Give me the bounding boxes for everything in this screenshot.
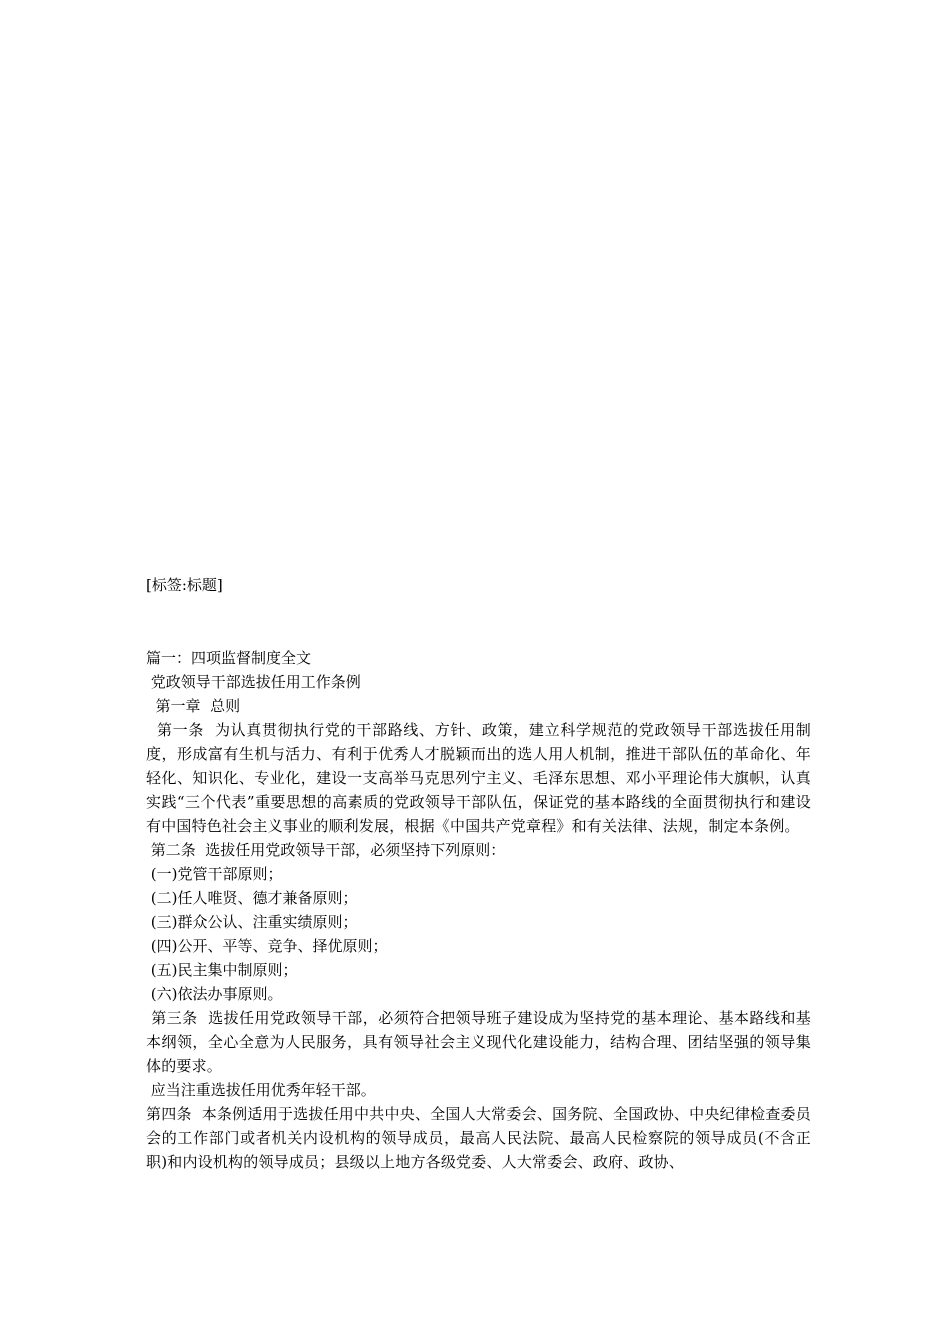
principle-6: (六)依法办事原则。 xyxy=(146,985,283,1003)
document-body xyxy=(146,646,811,1174)
article-3: 第三条 选拔任用党政领导干部，必须符合把领导班子建设成为坚持党的基本理论、基本路线和基本纲领，全心全意为人民服务，具有领导社会主义现代化建设能力，结构合理、团结坚强的领导集体的要求。 xyxy=(146,1009,811,1075)
tag-label: [标签:标题] xyxy=(146,576,223,594)
section-heading: 篇一：四项监督制度全文 xyxy=(146,649,312,667)
principle-1: (一)党管干部原则； xyxy=(146,865,283,883)
principle-5: (五)民主集中制原则； xyxy=(146,961,298,979)
document-title: 党政领导干部选拔任用工作条例 xyxy=(146,673,361,691)
article-4: 第四条 本条例适用于选拔任用中共中央、全国人大常委会、国务院、全国政协、中央纪律检查委员会的工作部门或者机关内设机构的领导成员，最高人民法院、最高人民检察院的领导成员(不含正职)和内设机构的领导成员；县级以上地方各级党委、人大常委会、政府、政协、 xyxy=(146,1105,811,1171)
article-1: 第一条 为认真贯彻执行党的干部路线、方针、政策，建立科学规范的党政领导干部选拔任用制度，形成富有生机与活力、有利于优秀人才脱颖而出的选人用人机制，推进干部队伍的革命化、年轻化、知识化、专业化，建设一支高举马克思列宁主义、毛泽东思想、邓小平理论伟大旗帜，认真实践“三个代表”重要思想的高素质的党政领导干部队伍，保证党的基本路线的全面贯彻执行和建设有中国特色社会主义事业的顺利发展，根据《中国共产党章程》和有关法律、法规，制定本条例。 xyxy=(146,721,812,835)
article-3-note: 应当注重选拔任用优秀年轻干部。 xyxy=(146,1081,376,1099)
principle-4: (四)公开、平等、竞争、择优原则； xyxy=(146,937,388,955)
chapter-heading: 第一章 总则 xyxy=(146,697,241,715)
principle-2: (二)任人唯贤、德才兼备原则； xyxy=(146,889,358,907)
principle-3: (三)群众公认、注重实绩原则； xyxy=(146,913,358,931)
article-2: 第二条 选拔任用党政领导干部，必须坚持下列原则： xyxy=(146,841,506,859)
